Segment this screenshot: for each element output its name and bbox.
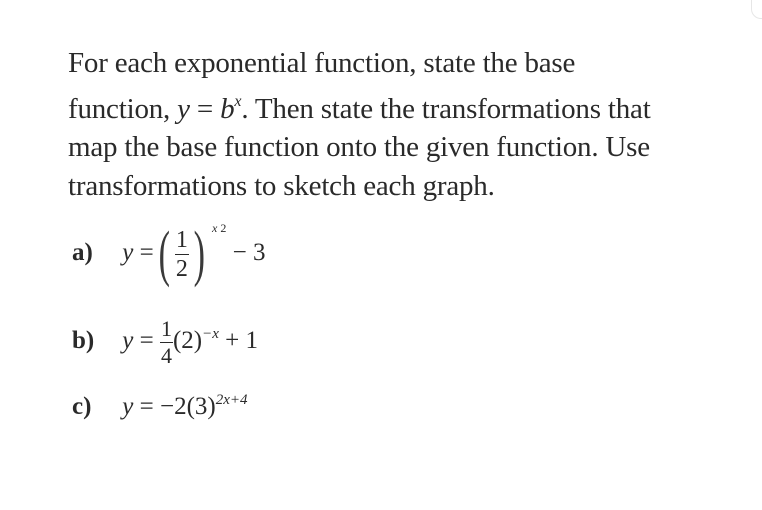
exponent-fraction [212, 222, 226, 234]
instructions-text: . Then state the transformations that [241, 92, 651, 125]
exponent-numerator: x [212, 221, 218, 235]
fraction-numerator: 1 [160, 316, 172, 341]
equals-sign: = [189, 92, 221, 125]
problem-c [72, 392, 248, 421]
constant-term: − 3 [232, 239, 266, 266]
constant-term: + 1 [218, 327, 259, 355]
equals-sign: = [139, 393, 160, 420]
problem-b [72, 318, 258, 367]
instructions-line-2 [68, 83, 748, 129]
base-term: (2) [172, 327, 203, 355]
problem-label: c) [72, 393, 92, 420]
variable-b: b [220, 92, 235, 125]
instructions-paragraph [68, 44, 748, 205]
fraction-bar [175, 254, 189, 255]
right-parenthesis: ) [193, 220, 206, 289]
problem-a [72, 220, 266, 289]
variable-y: y [177, 92, 190, 125]
variable-y: y [122, 239, 134, 266]
instructions-text: function, [68, 92, 178, 125]
equals-sign: = [139, 327, 160, 355]
page-corner-mark [751, 0, 762, 19]
problem-label: a) [72, 239, 93, 266]
instructions-line-1: For each exponential function, state the base [68, 47, 576, 79]
variable-y: y [122, 327, 134, 355]
exponent: −x [202, 326, 219, 343]
fraction [175, 228, 189, 281]
instructions-line-4: transformations to sketch each graph. [68, 169, 495, 202]
fraction-numerator: 1 [175, 226, 188, 253]
left-parenthesis: ( [158, 220, 170, 289]
expression: −2(3) [159, 393, 216, 420]
exponent-denominator: 2 [220, 221, 227, 235]
problem-label: b) [72, 327, 95, 355]
equals-sign: = [139, 239, 160, 266]
fraction [160, 318, 173, 367]
fraction-denominator: 2 [175, 255, 188, 282]
instructions-line-3: map the base function onto the given function. Use [68, 131, 650, 163]
fraction-denominator: 4 [160, 343, 172, 368]
exponent-x: x [234, 92, 242, 110]
variable-y: y [122, 393, 134, 420]
exponent: 2x+4 [215, 392, 248, 408]
